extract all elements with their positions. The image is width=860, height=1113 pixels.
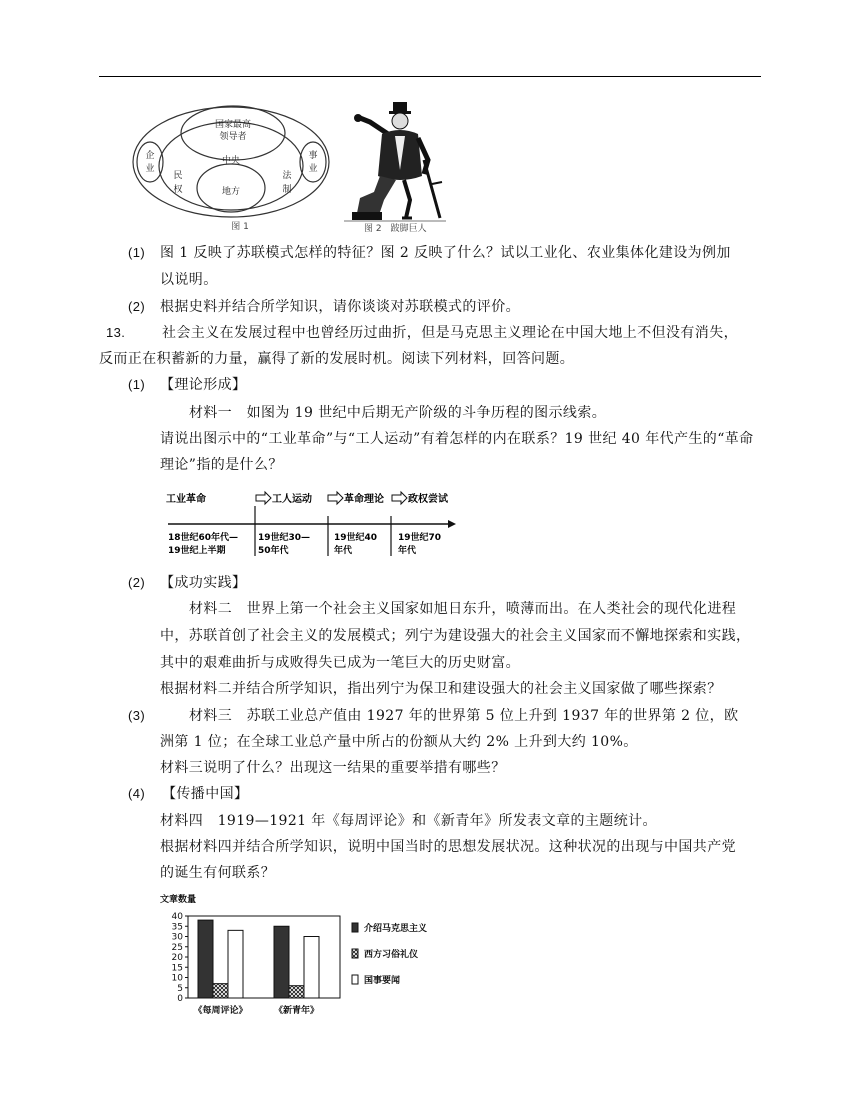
- legend-label: 介绍马克思主义: [364, 924, 428, 934]
- bar: [304, 937, 319, 999]
- timeline-arrow-icon: [392, 492, 407, 504]
- y-tick-label: 40: [171, 912, 183, 922]
- q13-s4-title: 【传播中国】: [162, 786, 249, 802]
- q13-s3-question: 材料三说明了什么？出现这一结果的重要举措有哪些？: [160, 760, 506, 776]
- q13-s2-material-line1: 材料二 世界上第一个社会主义国家如旭日东升，喷薄而出。在人类社会的现代化进程: [189, 601, 737, 617]
- legend-swatch: [352, 949, 358, 958]
- fig1-right-inner-1: 法: [282, 171, 292, 181]
- timeline-period: 19世纪70: [398, 533, 442, 543]
- legend-label: 西方习俗礼仪: [364, 950, 419, 960]
- q13-s2-material-line2: 中，苏联首创了社会主义的发展模式；列宁为建设强大的社会主义国家而不懈地探索和实践，: [160, 628, 751, 644]
- q13-s4-material: 材料四 1919—1921 年《每周评论》和《新青年》所发表文章的主题统计。: [160, 813, 657, 829]
- q12-p1-marker: (1): [128, 245, 146, 260]
- q13-s1-marker: (1): [128, 377, 146, 392]
- y-tick-label: 15: [171, 963, 183, 974]
- category-label: 《新青年》: [273, 1006, 320, 1016]
- q13-s4-marker: (4): [128, 786, 146, 801]
- fig1-center: 中央: [221, 156, 241, 166]
- q13-s3-material-line2: 洲第 1 位；在全球工业总产量中所占的份额从大约 2% 上升到大约 10%。: [160, 734, 638, 750]
- figure-1-diagram: [130, 100, 330, 232]
- fig1-right-inner-2: 制: [282, 185, 292, 195]
- bar: [198, 920, 213, 998]
- fig1-left-inner-2: 权: [173, 185, 183, 195]
- q13-number: 13.: [106, 325, 126, 340]
- q13-s1-material: 材料一 如图为 19 世纪中后期无产阶级的斗争历程的图示线索。: [189, 405, 607, 421]
- timeline-stage: 工业革命: [166, 494, 206, 505]
- y-tick-label: 35: [171, 922, 183, 933]
- q13-intro-line1: 社会主义在发展过程中也曾经历过曲折，但是马克思主义理论在中国大地上不但没有消失，: [162, 325, 738, 341]
- legend-swatch: [352, 923, 358, 932]
- q13-s2-question: 根据材料二并结合所学知识，指出列宁为保卫和建设强大的社会主义国家做了哪些探索？: [160, 681, 722, 697]
- timeline-period: 19世纪30—: [258, 533, 311, 543]
- fig1-left-outer-1: 企: [145, 151, 155, 161]
- chart-ylabel: 文章数量: [160, 895, 197, 905]
- q12-p1-line1: 图 1 反映了苏联模式怎样的特征？图 2 反映了什么？试以工业化、农业集体化建设为例加: [160, 245, 731, 261]
- y-tick-label: 0: [177, 994, 183, 1004]
- q13-s3-marker: (3): [128, 708, 146, 723]
- y-tick-label: 5: [177, 983, 183, 994]
- bar: [213, 984, 228, 998]
- q13-s2-material-line3: 其中的艰难曲折与成败得失已成为一笔巨大的历史财富。: [160, 655, 520, 671]
- q13-s4-question-line2: 的诞生有何联系？: [160, 865, 276, 881]
- timeline-arrow-icon: [256, 492, 271, 504]
- fig1-left-outer-2: 业: [145, 164, 155, 174]
- y-tick-label: 20: [171, 953, 183, 963]
- y-tick-label: 30: [171, 932, 183, 943]
- fig1-top-line1: 国家最高: [214, 120, 252, 130]
- fig1-right-outer-2: 业: [308, 164, 318, 174]
- timeline-stage: 革命理论: [344, 494, 384, 505]
- q13-s1-question-line1: 请说出图示中的“工业革命”与“工人运动”有着怎样的内在联系？19 世纪 40 年代产生的“革命: [160, 431, 754, 447]
- category-label: 《每周评论》: [193, 1006, 248, 1016]
- y-tick-label: 10: [171, 973, 183, 984]
- q12-p2-marker: (2): [128, 299, 146, 314]
- timeline-period: 19世纪上半期: [168, 546, 226, 556]
- figure-2-cartoon: [340, 100, 450, 234]
- q13-s4-question-line1: 根据材料四并结合所学知识，说明中国当时的思想发展状况。这种状况的出现与中国共产党: [160, 839, 736, 855]
- timeline-figure: [164, 488, 456, 560]
- legend-swatch: [352, 975, 358, 984]
- fig1-caption: 图 1: [231, 222, 249, 232]
- timeline-period: 19世纪40: [334, 533, 378, 543]
- q13-s1-question-line2: 理论”指的是什么？: [160, 457, 283, 473]
- fig1-top-line2: 领导者: [219, 132, 247, 142]
- timeline-stages: [166, 492, 449, 505]
- article-topic-bar-chart: [160, 890, 460, 1020]
- timeline-period: 18世纪60年代—: [168, 533, 239, 543]
- q12-p1-line2: 以说明。: [160, 272, 218, 288]
- q13-s2-title: 【成功实践】: [160, 575, 247, 591]
- timeline-stage: 政权尝试: [408, 494, 448, 505]
- fig2-caption: 图 2 跛脚巨人: [364, 224, 427, 234]
- bar: [289, 986, 304, 998]
- timeline-periods: [168, 531, 441, 556]
- q13-s1-title: 【理论形成】: [160, 377, 247, 393]
- timeline-arrow-icon: [328, 492, 343, 504]
- q13-intro-line2: 反而正在积蓄新的力量，赢得了新的发展时机。阅读下列材料，回答问题。: [99, 351, 575, 367]
- bar: [228, 930, 243, 998]
- timeline-period: 年代: [334, 546, 353, 556]
- bar: [274, 926, 289, 998]
- legend-label: 国事要闻: [364, 976, 401, 986]
- fig1-left-inner-1: 民: [173, 171, 183, 181]
- timeline-stage: 工人运动: [272, 494, 312, 505]
- timeline-period: 50年代: [258, 546, 289, 556]
- header-rule: [99, 76, 761, 77]
- fig1-local: 地方: [221, 187, 241, 197]
- q12-p2-line1: 根据史料并结合所学知识，请你谈谈对苏联模式的评价。: [160, 299, 520, 315]
- q13-s2-marker: (2): [128, 575, 146, 590]
- q13-s3-material-line1: 材料三 苏联工业总产值由 1927 年的世界第 5 位上升到 1937 年的世界第 2 位，欧: [189, 708, 739, 724]
- timeline-period: 年代: [398, 546, 417, 556]
- y-tick-label: 25: [171, 942, 183, 953]
- fig1-right-outer-1: 事: [308, 151, 318, 161]
